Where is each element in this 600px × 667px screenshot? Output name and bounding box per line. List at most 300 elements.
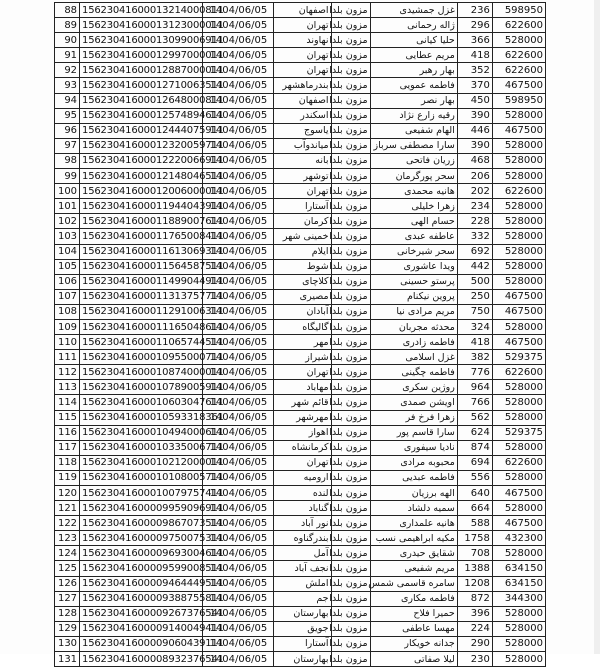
- account-code-cell: 15623041600012710063511: [80, 78, 203, 93]
- type-cell: مزون بلدا: [331, 184, 370, 199]
- city-cell: اصفهان: [274, 93, 331, 108]
- amount-cell: 528000: [492, 33, 545, 48]
- row-number-cell: 103: [55, 229, 80, 244]
- table-row: [55, 486, 546, 501]
- account-code-cell: 15623041600011499044911: [80, 274, 203, 289]
- row-number-cell: 126: [55, 576, 80, 591]
- name-cell: هانیه علمداری: [370, 516, 457, 531]
- table-row: [55, 621, 546, 636]
- date-cell: 1404/06/05: [203, 455, 274, 470]
- city-cell: توشهر: [274, 169, 331, 184]
- days-cell: 446: [457, 123, 492, 138]
- table-row: [55, 138, 546, 153]
- table-row: [55, 274, 546, 289]
- table-row: [55, 440, 546, 455]
- name-cell: ویدا عاشوری: [370, 259, 457, 274]
- type-cell: مزون بلدا: [331, 636, 370, 651]
- days-cell: 562: [457, 410, 492, 425]
- name-cell: اویشن صمدی: [370, 395, 457, 410]
- table-row: [55, 3, 546, 18]
- days-cell: 588: [457, 516, 492, 531]
- date-cell: 1404/06/05: [203, 33, 274, 48]
- account-code-cell: 15623041600011165048611: [80, 319, 203, 334]
- row-number-cell: 105: [55, 259, 80, 274]
- amount-cell: 528000: [492, 410, 545, 425]
- row-number-cell: 99: [55, 169, 80, 184]
- name-cell: رقیه زارع نژاد: [370, 108, 457, 123]
- days-cell: 624: [457, 425, 492, 440]
- date-cell: 1404/06/05: [203, 440, 274, 455]
- days-cell: 396: [457, 606, 492, 621]
- account-code-cell: 15623041600012006000011: [80, 184, 203, 199]
- table-row: [55, 425, 546, 440]
- city-cell: ایلام: [274, 244, 331, 259]
- amount-cell: 467500: [492, 335, 545, 350]
- row-number-cell: 124: [55, 546, 80, 561]
- amount-cell: 528000: [492, 470, 545, 485]
- table-row: [55, 335, 546, 350]
- days-cell: 224: [457, 621, 492, 636]
- type-cell: مزون بلدا: [331, 531, 370, 546]
- amount-cell: 467500: [492, 516, 545, 531]
- table-row: [55, 350, 546, 365]
- account-code-cell: 15623041600011313757711: [80, 289, 203, 304]
- type-cell: مزون بلدا: [331, 214, 370, 229]
- account-code-cell: 15623041600011613069311: [80, 244, 203, 259]
- row-number-cell: 109: [55, 319, 80, 334]
- city-cell: مهر: [274, 335, 331, 350]
- type-cell: مزون بلدا: [331, 274, 370, 289]
- name-cell: پروین نیکنام: [370, 289, 457, 304]
- account-code-cell: 15623041600009599008511: [80, 561, 203, 576]
- city-cell: تهران: [274, 455, 331, 470]
- city-cell: آستارا: [274, 636, 331, 651]
- account-code-cell: 15623041600012320059711: [80, 138, 203, 153]
- name-cell: مکیه ابراهیمی نسب: [370, 531, 457, 546]
- amount-cell: 622600: [492, 18, 545, 33]
- amount-cell: 529375: [492, 350, 545, 365]
- table-row: [55, 561, 546, 576]
- city-cell: تهران: [274, 365, 331, 380]
- name-cell: زهرا فرخ فر: [370, 410, 457, 425]
- row-number-cell: 129: [55, 621, 80, 636]
- row-number-cell: 104: [55, 244, 80, 259]
- days-cell: 352: [457, 63, 492, 78]
- account-code-cell: 15623041600010335006711: [80, 440, 203, 455]
- table-row: [55, 455, 546, 470]
- amount-cell: 528000: [492, 108, 545, 123]
- name-cell: پرستو حسینی: [370, 274, 457, 289]
- amount-cell: 528000: [492, 621, 545, 636]
- amount-cell: 528000: [492, 606, 545, 621]
- account-code-cell: 15623041600012220066911: [80, 153, 203, 168]
- amount-cell: 528000: [492, 636, 545, 651]
- type-cell: مزون بلدا: [331, 108, 370, 123]
- type-cell: مزون بلدا: [331, 380, 370, 395]
- days-cell: 776: [457, 365, 492, 380]
- name-cell: الهه برزیان: [370, 486, 457, 501]
- date-cell: 1404/06/05: [203, 516, 274, 531]
- date-cell: 1404/06/05: [203, 652, 274, 667]
- table-row: [55, 199, 546, 214]
- amount-cell: 432300: [492, 531, 545, 546]
- city-cell: شیراز: [274, 350, 331, 365]
- city-cell: گناباد: [274, 501, 331, 516]
- city-cell: اصفهان: [274, 3, 331, 18]
- row-number-cell: 102: [55, 214, 80, 229]
- table-row: [55, 18, 546, 33]
- type-cell: مزون بلدا: [331, 621, 370, 636]
- amount-cell: 622600: [492, 184, 545, 199]
- account-code-cell: 15623041600009693004611: [80, 546, 203, 561]
- table-row: [55, 153, 546, 168]
- city-cell: مهاباد: [274, 380, 331, 395]
- name-cell: جدانه خویکار: [370, 636, 457, 651]
- name-cell: شقایق حیدری: [370, 546, 457, 561]
- city-cell: اهواز: [274, 425, 331, 440]
- city-cell: آمل: [274, 546, 331, 561]
- row-number-cell: 123: [55, 531, 80, 546]
- days-cell: 418: [457, 48, 492, 63]
- table-row: [55, 78, 546, 93]
- table-row: [55, 108, 546, 123]
- name-cell: سامره قاسمی شمس: [370, 576, 457, 591]
- type-cell: مزون بلدا: [331, 63, 370, 78]
- account-code-cell: 15623041600011065744511: [80, 335, 203, 350]
- days-cell: 694: [457, 455, 492, 470]
- row-number-cell: 101: [55, 199, 80, 214]
- row-number-cell: 89: [55, 18, 80, 33]
- row-number-cell: 114: [55, 395, 80, 410]
- row-number-cell: 95: [55, 108, 80, 123]
- amount-cell: 528000: [492, 199, 545, 214]
- table-row: [55, 304, 546, 319]
- days-cell: 370: [457, 78, 492, 93]
- amount-cell: 622600: [492, 455, 545, 470]
- row-number-cell: 110: [55, 335, 80, 350]
- row-number-cell: 97: [55, 138, 80, 153]
- date-cell: 1404/06/05: [203, 289, 274, 304]
- table-row: [55, 516, 546, 531]
- date-cell: 1404/06/05: [203, 606, 274, 621]
- city-cell: تهران: [274, 63, 331, 78]
- row-number-cell: 116: [55, 425, 80, 440]
- type-cell: مزون بلدا: [331, 138, 370, 153]
- city-cell: نور آباد: [274, 516, 331, 531]
- table-row: [55, 395, 546, 410]
- row-number-cell: 127: [55, 591, 80, 606]
- amount-cell: 529375: [492, 425, 545, 440]
- type-cell: مزون بلدا: [331, 244, 370, 259]
- row-number-cell: 100: [55, 184, 80, 199]
- city-cell: بندرگناوه: [274, 531, 331, 546]
- date-cell: 1404/06/05: [203, 138, 274, 153]
- days-cell: 964: [457, 380, 492, 395]
- type-cell: مزون بلدا: [331, 93, 370, 108]
- amount-cell: 622600: [492, 365, 545, 380]
- table-row: [55, 652, 546, 667]
- name-cell: مهسا عاطفی: [370, 621, 457, 636]
- table-row: [55, 229, 546, 244]
- account-code-cell: 15623041600010494000611: [80, 425, 203, 440]
- name-cell: مریم شفیعی: [370, 561, 457, 576]
- date-cell: 1404/06/05: [203, 410, 274, 425]
- city-cell: نهاوند: [274, 33, 331, 48]
- name-cell: محبوبه مرادی: [370, 455, 457, 470]
- days-cell: 230: [457, 652, 492, 667]
- date-cell: 1404/06/05: [203, 501, 274, 516]
- table-body: [55, 3, 546, 667]
- name-cell: ژاله رحمانی: [370, 18, 457, 33]
- date-cell: 1404/06/05: [203, 18, 274, 33]
- city-cell: تهران: [274, 18, 331, 33]
- table-row: [55, 636, 546, 651]
- days-cell: 874: [457, 440, 492, 455]
- days-cell: 708: [457, 546, 492, 561]
- type-cell: مزون بلدا: [331, 33, 370, 48]
- days-cell: 382: [457, 350, 492, 365]
- table-row: [55, 470, 546, 485]
- type-cell: مزون بلدا: [331, 18, 370, 33]
- type-cell: مزون بلدا: [331, 350, 370, 365]
- row-number-cell: 117: [55, 440, 80, 455]
- amount-cell: 344300: [492, 591, 545, 606]
- date-cell: 1404/06/05: [203, 561, 274, 576]
- account-code-cell: 15623041600011564587511: [80, 259, 203, 274]
- amount-cell: 528000: [492, 138, 545, 153]
- name-cell: سارا مصطفی سرباز: [370, 138, 457, 153]
- date-cell: 1404/06/05: [203, 3, 274, 18]
- city-cell: ارومیه: [274, 470, 331, 485]
- row-number-cell: 93: [55, 78, 80, 93]
- account-code-cell: 15623041600010593318361: [80, 410, 203, 425]
- amount-cell: 634150: [492, 561, 545, 576]
- type-cell: مزون بلدا: [331, 470, 370, 485]
- days-cell: 366: [457, 33, 492, 48]
- type-cell: مزون بلدا: [331, 606, 370, 621]
- table-row: [55, 365, 546, 380]
- account-code-cell: 15623041600013214000811: [80, 3, 203, 18]
- city-cell: کرمان: [274, 214, 331, 229]
- days-cell: 324: [457, 319, 492, 334]
- account-code-cell: 15623041600012574894611: [80, 108, 203, 123]
- type-cell: مزون بلدا: [331, 259, 370, 274]
- table-row: [55, 93, 546, 108]
- account-code-cell: 15623041600013099006911: [80, 33, 203, 48]
- days-cell: 250: [457, 289, 492, 304]
- city-cell: نجف آباد: [274, 561, 331, 576]
- table-row: [55, 531, 546, 546]
- row-number-cell: 92: [55, 63, 80, 78]
- date-cell: 1404/06/05: [203, 380, 274, 395]
- type-cell: مزون بلدا: [331, 486, 370, 501]
- amount-cell: 528000: [492, 259, 545, 274]
- type-cell: مزون بلدا: [331, 335, 370, 350]
- date-cell: 1404/06/05: [203, 319, 274, 334]
- amount-cell: 528000: [492, 319, 545, 334]
- account-code-cell: 15623041600009140049411: [80, 621, 203, 636]
- type-cell: مزون بلدا: [331, 576, 370, 591]
- amount-cell: 634150: [492, 576, 545, 591]
- account-code-cell: 15623041600010955000711: [80, 350, 203, 365]
- amount-cell: 528000: [492, 546, 545, 561]
- type-cell: مزون بلدا: [331, 425, 370, 440]
- name-cell: لیلا صفاتی: [370, 652, 457, 667]
- row-number-cell: 88: [55, 3, 80, 18]
- date-cell: 1404/06/05: [203, 636, 274, 651]
- account-code-cell: 15623041600010874000011: [80, 365, 203, 380]
- type-cell: مزون بلدا: [331, 516, 370, 531]
- type-cell: مزون بلدا: [331, 591, 370, 606]
- city-cell: بندرماهشهر: [274, 78, 331, 93]
- city-cell: اسکندر: [274, 108, 331, 123]
- days-cell: 202: [457, 184, 492, 199]
- date-cell: 1404/06/05: [203, 63, 274, 78]
- type-cell: مزون بلدا: [331, 169, 370, 184]
- date-cell: 1404/06/05: [203, 78, 274, 93]
- days-cell: 390: [457, 138, 492, 153]
- name-cell: فاطمه عبدیی: [370, 470, 457, 485]
- date-cell: 1404/06/05: [203, 93, 274, 108]
- account-code-cell: 15623041600010079757411: [80, 486, 203, 501]
- type-cell: مزون بلدا: [331, 153, 370, 168]
- city-cell: املش: [274, 576, 331, 591]
- name-cell: سمیه دلشاد: [370, 501, 457, 516]
- name-cell: حلیا کیانی: [370, 33, 457, 48]
- name-cell: مریم عطایی: [370, 48, 457, 63]
- table-row: [55, 501, 546, 516]
- type-cell: مزون بلدا: [331, 123, 370, 138]
- type-cell: مزون بلدا: [331, 3, 370, 18]
- account-code-cell: 15623041600012648000811: [80, 93, 203, 108]
- amount-cell: 467500: [492, 486, 545, 501]
- name-cell: زریان فاتحی: [370, 153, 457, 168]
- city-cell: میاندوآب: [274, 138, 331, 153]
- table-row: [55, 410, 546, 425]
- account-code-cell: 15623041600009267376541: [80, 606, 203, 621]
- amount-cell: 528000: [492, 274, 545, 289]
- name-cell: الهام شفیعی: [370, 123, 457, 138]
- name-cell: فاطمه مکاری: [370, 591, 457, 606]
- date-cell: 1404/06/05: [203, 244, 274, 259]
- type-cell: مزون بلدا: [331, 365, 370, 380]
- days-cell: 468: [457, 153, 492, 168]
- days-cell: 500: [457, 274, 492, 289]
- city-cell: جویق: [274, 621, 331, 636]
- table-row: [55, 63, 546, 78]
- name-cell: روژین سکری: [370, 380, 457, 395]
- amount-cell: 528000: [492, 501, 545, 516]
- row-number-cell: 120: [55, 486, 80, 501]
- table-row: [55, 169, 546, 184]
- days-cell: 296: [457, 18, 492, 33]
- table-row: [55, 259, 546, 274]
- days-cell: 442: [457, 259, 492, 274]
- type-cell: مزون بلدا: [331, 652, 370, 667]
- type-cell: مزون بلدا: [331, 395, 370, 410]
- type-cell: مزون بلدا: [331, 455, 370, 470]
- amount-cell: 467500: [492, 289, 545, 304]
- row-number-cell: 96: [55, 123, 80, 138]
- date-cell: 1404/06/05: [203, 470, 274, 485]
- amount-cell: 528000: [492, 652, 545, 667]
- account-code-cell: 15623041600012997000011: [80, 48, 203, 63]
- row-number-cell: 130: [55, 636, 80, 651]
- amount-cell: 467500: [492, 304, 545, 319]
- account-code-cell: 15623041600010603047611: [80, 395, 203, 410]
- type-cell: مزون بلدا: [331, 229, 370, 244]
- amount-cell: 528000: [492, 169, 545, 184]
- name-cell: سحر پورگرمان: [370, 169, 457, 184]
- row-number-cell: 119: [55, 470, 80, 485]
- account-code-cell: 15623041600011889007611: [80, 214, 203, 229]
- date-cell: 1404/06/05: [203, 229, 274, 244]
- row-number-cell: 106: [55, 274, 80, 289]
- name-cell: فاطمه عمویی: [370, 78, 457, 93]
- account-code-cell: 15623041600009464449511: [80, 576, 203, 591]
- type-cell: مزون بلدا: [331, 319, 370, 334]
- account-code-cell: 15623041600012887000011: [80, 63, 203, 78]
- amount-cell: 528000: [492, 380, 545, 395]
- amount-cell: 467500: [492, 78, 545, 93]
- table-row: [55, 33, 546, 48]
- name-cell: فاطمه چگینی: [370, 365, 457, 380]
- table-row: [55, 184, 546, 199]
- row-number-cell: 128: [55, 606, 80, 621]
- name-cell: سارا قاسم پور: [370, 425, 457, 440]
- date-cell: 1404/06/05: [203, 621, 274, 636]
- date-cell: 1404/06/05: [203, 184, 274, 199]
- type-cell: مزون بلدا: [331, 199, 370, 214]
- city-cell: یاسوج: [274, 123, 331, 138]
- city-cell: قائم شهر: [274, 395, 331, 410]
- days-cell: 1388: [457, 561, 492, 576]
- days-cell: 640: [457, 486, 492, 501]
- date-cell: 1404/06/05: [203, 576, 274, 591]
- days-cell: 234: [457, 199, 492, 214]
- date-cell: 1404/06/05: [203, 304, 274, 319]
- city-cell: مصیری: [274, 289, 331, 304]
- days-cell: 556: [457, 470, 492, 485]
- name-cell: عاطفه عبدی: [370, 229, 457, 244]
- days-cell: 228: [457, 214, 492, 229]
- date-cell: 1404/06/05: [203, 274, 274, 289]
- name-cell: زهرا خلیلی: [370, 199, 457, 214]
- table-row: [55, 289, 546, 304]
- table-row: [55, 576, 546, 591]
- row-number-cell: 108: [55, 304, 80, 319]
- row-number-cell: 122: [55, 516, 80, 531]
- name-cell: محدثه مجربان: [370, 319, 457, 334]
- table-row: [55, 214, 546, 229]
- city-cell: بهارستان: [274, 606, 331, 621]
- account-code-cell: 15623041600009388755811: [80, 591, 203, 606]
- amount-cell: 528000: [492, 244, 545, 259]
- city-cell: مهرشهر: [274, 410, 331, 425]
- name-cell: حمیرا فلاح: [370, 606, 457, 621]
- account-code-cell: 15623041600009959096911: [80, 501, 203, 516]
- account-code-cell: 15623041600010212000011: [80, 455, 203, 470]
- row-number-cell: 94: [55, 93, 80, 108]
- date-cell: 1404/06/05: [203, 546, 274, 561]
- row-number-cell: 113: [55, 380, 80, 395]
- days-cell: 766: [457, 395, 492, 410]
- days-cell: 872: [457, 591, 492, 606]
- days-cell: 664: [457, 501, 492, 516]
- account-code-cell: 15623041600012444075911: [80, 123, 203, 138]
- amount-cell: 528000: [492, 395, 545, 410]
- days-cell: 692: [457, 244, 492, 259]
